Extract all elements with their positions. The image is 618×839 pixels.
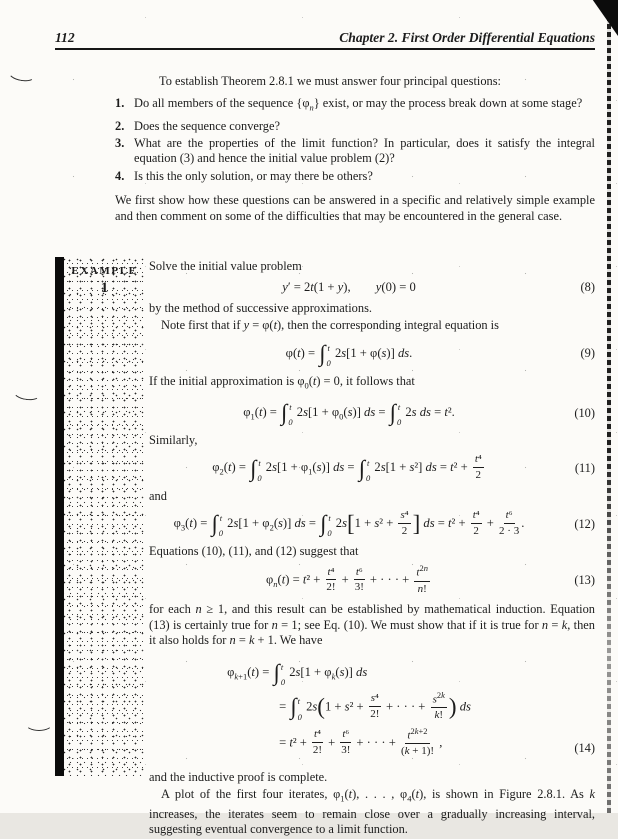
equation-number: (8) — [580, 280, 595, 294]
page-header — [55, 0, 595, 45]
equation-14-line-1: $\varphi_{k+1}(t)$ = ∫ t 0 $2s[1 + \varphi_k(s)]$ ds — [227, 660, 368, 688]
equation-number: (14) — [574, 740, 595, 755]
question-text: What are the properties of the limit function? In particular, does it satisfy the integral equation (3) and hence the initial value problem (2)? — [134, 136, 595, 166]
equation-14-line-2: = ∫ t 0 2s(1 + s² + $\frac{\text{s⁴}}{2!}$ + · · · + $\frac{s^{2k}}{k!}$ ) ds — [279, 690, 471, 722]
question-item — [115, 169, 595, 184]
question-item — [115, 96, 595, 116]
equation-13: $\varphi_n(t) = t^2$ + $\frac{\text{t⁴}}{2!}$ + $\frac{\text{t⁶}}{3!}$ + · · · + $\frac{t^{2n}}{n!}$ — [266, 563, 428, 595]
header-rule — [55, 48, 595, 50]
equation-number: (10) — [574, 405, 595, 420]
example-section — [55, 257, 595, 839]
equation-14 — [149, 654, 549, 764]
equation-9: φ(t) = ∫ t 0 2s[1 + φ(s)] ds. — [285, 340, 413, 368]
equation-row-11 — [149, 454, 595, 482]
equation-row-14 — [149, 654, 595, 764]
question-number: 3. — [115, 136, 125, 151]
chapter-title: Chapter 2. First Order Differential Equations — [339, 30, 595, 45]
example-badge — [55, 257, 145, 776]
example-badge-number: 1 — [100, 280, 109, 296]
equation-12: $\varphi_3(t)$ = ∫ t 0 $2s[1 + \varphi_2(s)]$ ds = ∫ t 0 2s[1 + s² + $\frac{\text{s⁴}}{2}$ ] ds = t² + $\frac{\text{t⁴}}{2}$ + $\frac{\text{t⁶}}{2 \cdot 3}$ . — [173, 508, 525, 539]
equation-10: $\varphi_1(t)$ = ∫ t 0 $2s[1 + \varphi_0(s)]$ ds = ∫ t 0 2s ds = t². — [243, 400, 455, 428]
equation-11: $\varphi_2(t)$ = ∫ t 0 $2s[1 + \varphi_1(s)]$ ds = ∫ t 0 2s[1 + s²] ds = t² + $\frac{\text{t⁴}}{2}$ — [212, 453, 482, 483]
intro-lead: To establish Theorem 2.8.1 we must answer four principal questions: — [159, 74, 501, 89]
paragraph-proof: and the inductive proof is complete. — [149, 769, 328, 784]
equation-number: (11) — [574, 461, 595, 476]
paragraph-similarly: Similarly, — [149, 433, 198, 448]
paragraph-induction: for each n ≥ 1, and this result can be established by mathematical induction. Equation (13) is certainly true for n = 1; see Eq. (10). We must show that if it is true for n = k, then it also holds for n = k + 1. We have — [149, 602, 596, 647]
equation-row-9 — [149, 340, 595, 368]
equation-number: (12) — [574, 516, 595, 531]
equation-14-line-3: = t² + $\frac{\text{t⁴}}{2!}$ + $\frac{\text{t⁶}}{3!}$ + · · · + $\frac{t^{2k+2}}{(k + 1)!}$ , — [279, 725, 443, 758]
question-number: 4. — [115, 169, 125, 184]
intro-section — [115, 74, 595, 224]
equation-row-10 — [149, 399, 595, 427]
question-list — [115, 96, 595, 184]
question-text: Do all members of the sequence $\{\varphi_n\}$ exist, or may the process break down at some stage? — [134, 96, 583, 113]
margin-pen-mark — [25, 716, 53, 731]
paragraph-initial: If the initial approximation is $\varphi_0(t) = 0$, it follows that — [149, 373, 415, 391]
question-item — [115, 136, 595, 166]
page-number: 112 — [55, 30, 75, 45]
paragraph-note: Note first that if y = φ(t), then the corresponding integral equation is — [161, 318, 499, 333]
question-text: Is this the only solution, or may there be others? — [134, 169, 373, 184]
example-body — [145, 257, 595, 839]
paragraph-and: and — [149, 488, 167, 503]
paragraph-solve: Solve the initial value problem — [149, 258, 302, 273]
question-number: 2. — [115, 118, 125, 133]
example-badge-title: EXAMPLE — [71, 264, 138, 277]
equation-row-12 — [149, 510, 595, 538]
paragraph-method: by the method of successive approximations. — [149, 301, 372, 316]
equation-number: (13) — [574, 573, 595, 588]
equation-row-8 — [149, 280, 595, 295]
question-item — [115, 119, 595, 134]
paragraph-suggest: Equations (10), (11), and (12) suggest that — [149, 544, 359, 559]
equation-8: y′ = 2t(1 + y), y(0) = 0 — [282, 280, 416, 294]
scan-edge-strip — [607, 0, 611, 813]
paragraph-plot: A plot of the first four iterates, $\varphi_1(t)$, . . . , $\varphi_4(t)$, is shown in Figure 2.8.1. As k increases, the iterates seem to remain close over a gradually increasing interval, suggesting eventual convergence to a limit function. — [149, 787, 596, 836]
intro-paragraph: We first show how these questions can be answered in a specific and relatively simple example and then comment on some of the difficulties that may be encountered in the general case. — [115, 193, 595, 223]
equation-number: (9) — [580, 346, 595, 360]
question-text: Does the sequence converge? — [134, 118, 280, 133]
equation-row-13 — [149, 565, 595, 596]
question-number: 1. — [115, 96, 125, 111]
